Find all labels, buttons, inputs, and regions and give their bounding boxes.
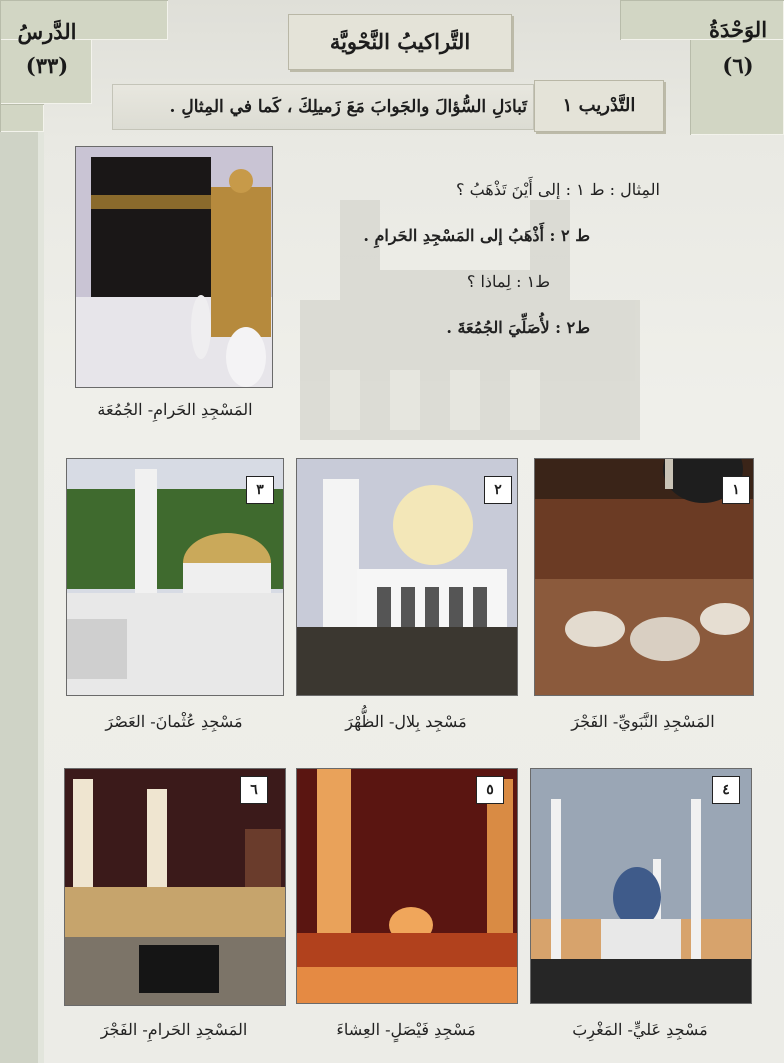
item-5-number: ٥: [476, 776, 504, 804]
lesson-number: (٣٣): [25, 53, 69, 78]
example-line-2: ط ٢ : أَذْهَبُ إلى المَسْجِدِ الحَرامِ .: [363, 226, 590, 245]
item-4-number: ٤: [712, 776, 740, 804]
example-photo-kaaba: [75, 146, 273, 388]
instruction-bar: [112, 84, 534, 130]
example-line-1: المِثال : ط ١ : إلى أَيْنَ تَذْهَبُ ؟: [456, 180, 660, 199]
section-title-plate: [288, 14, 512, 70]
item-6-caption: المَسْجِدِ الحَرامِ- الفَجْرَ: [100, 1020, 248, 1039]
faded-mosque-illustration: [280, 160, 680, 450]
item-5-caption: مَسْجِدِ فَيْصَلٍ- العِشاءَ: [336, 1020, 476, 1039]
example-line-4: ط٢ : لأُصَلِّيَ الجُمُعَةَ .: [446, 318, 590, 337]
example-photo-caption: المَسْجِدِ الحَرامِ- الجُمُعَة: [97, 400, 253, 419]
exercise-label: التَّدْريب ١: [562, 95, 636, 116]
item-1-caption: المَسْجِدِ النَّبَويِّ- الفَجْرَ: [571, 712, 715, 731]
item-2-caption: مَسْجِد بِلال- الظُّهْرَ: [345, 712, 467, 731]
item-4-caption: مَسْجِدِ عَليٍّ- المَغْرِبَ: [572, 1020, 708, 1039]
item-1-number: ١: [722, 476, 750, 504]
exercise-instruction: تَبادَلِ السُّؤالَ والجَوابَ مَعَ زَميلِكَ ، كَما في المِثالِ .: [169, 97, 527, 117]
item-photo-prophet-mosque: [534, 458, 754, 696]
exercise-label-plate: [534, 80, 664, 132]
item-2-number: ٢: [484, 476, 512, 504]
left-margin-strip-highlight: [38, 130, 44, 1063]
example-line-3: ط١ : لِماذا ؟: [466, 272, 550, 291]
lesson-tab-lower: [0, 104, 44, 132]
item-6-number: ٦: [240, 776, 268, 804]
section-title: التَّراكيبُ النَّحْويَّة: [329, 29, 471, 54]
left-margin-strip: [0, 130, 38, 1063]
unit-label: الوَحْدَةُ: [708, 17, 768, 42]
lesson-label: الدَّرسُ: [17, 19, 77, 44]
item-3-number: ٣: [246, 476, 274, 504]
unit-number: (٦): [722, 53, 754, 78]
item-3-caption: مَسْجِدِ عُثْمانَ- العَصْرَ: [105, 712, 243, 731]
